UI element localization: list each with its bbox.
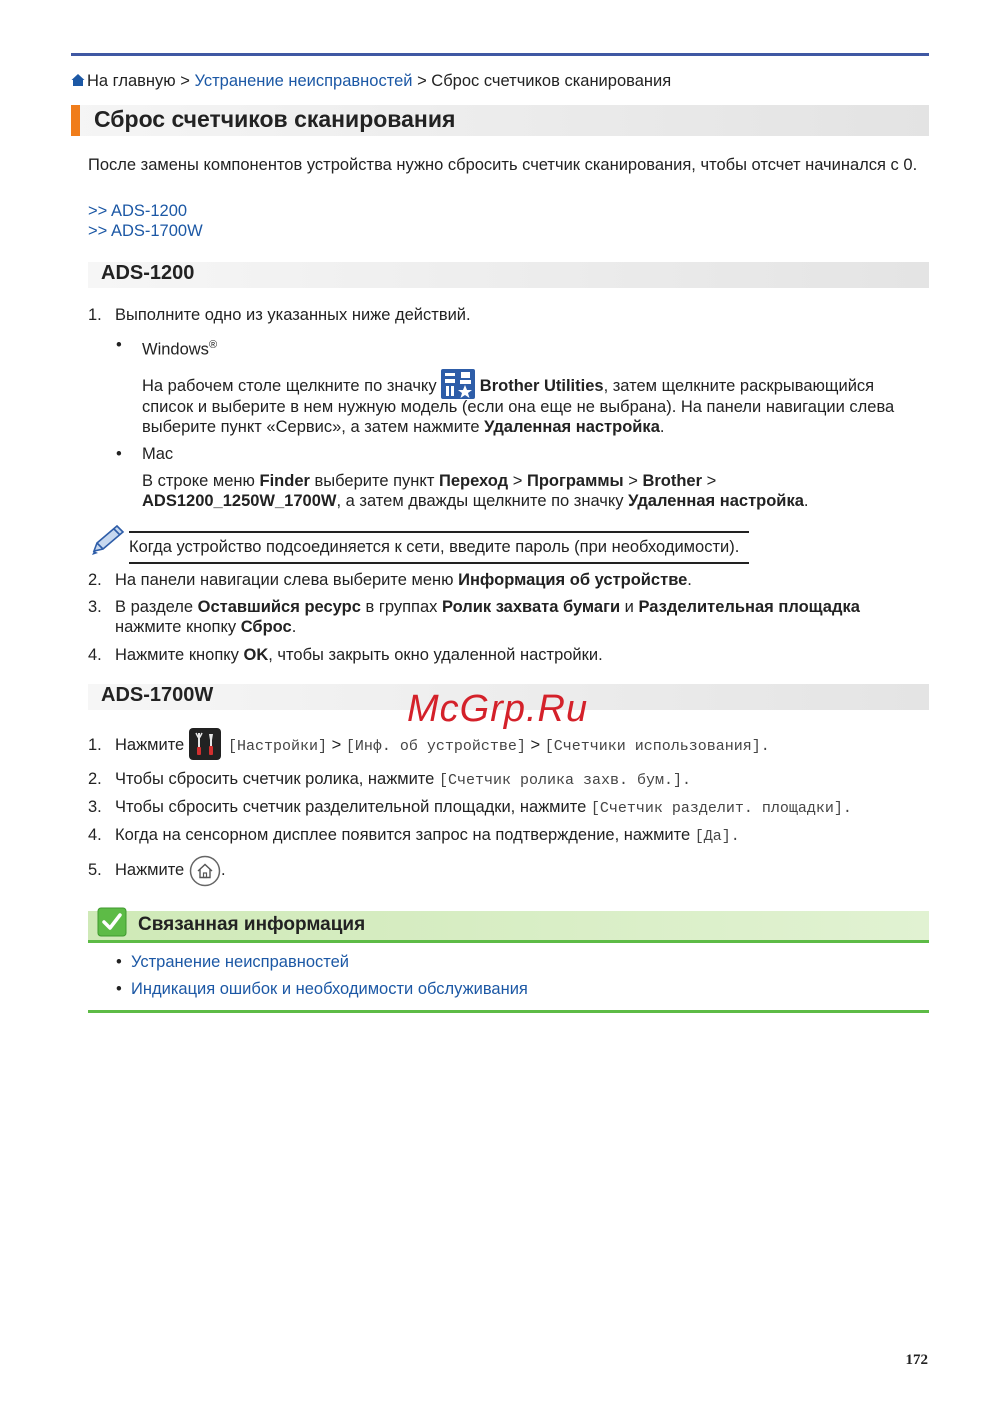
breadcrumb-current: Сброс счетчиков сканирования bbox=[431, 72, 672, 90]
text: , чтобы закрыть окно удаленной настройки. bbox=[268, 646, 603, 664]
related-info-bottom-rule bbox=[88, 1010, 929, 1013]
text: Чтобы сбросить счетчик ролика, нажмите bbox=[115, 770, 439, 788]
step-number: 1. bbox=[88, 736, 102, 754]
section-bar-ads1200 bbox=[88, 262, 929, 288]
bullet: • bbox=[116, 980, 122, 998]
applications-label: Программы bbox=[526, 472, 624, 490]
remote-setup-label: Удаленная настройка bbox=[484, 418, 660, 436]
text: выберите пункт bbox=[309, 472, 439, 490]
intro-text: После замены компонентов устройства нужно сбросить счетчик сканирования, чтобы отсчет начинался с 0. bbox=[88, 156, 918, 174]
ok-label: OK bbox=[243, 646, 269, 664]
menu-machine-info: [Инф. об устройстве] bbox=[345, 738, 526, 755]
finder-label: Finder bbox=[259, 472, 310, 490]
text: , а затем дважды щелкните по значку bbox=[336, 492, 629, 510]
breadcrumb-sep: > bbox=[175, 72, 195, 90]
windows-line-3 bbox=[142, 417, 664, 437]
menu-pad-counter: [Счетчик разделит. площадки]. bbox=[590, 800, 852, 817]
title-accent bbox=[71, 105, 80, 136]
text: . bbox=[803, 492, 809, 510]
mac-line-2 bbox=[142, 491, 808, 511]
windows-label: Windows bbox=[142, 340, 209, 359]
go-label: Переход bbox=[438, 472, 509, 490]
text: На панели навигации слева выберите меню bbox=[115, 571, 459, 589]
reset-label: Сброс bbox=[240, 618, 292, 636]
settings-tools-icon bbox=[189, 728, 221, 760]
model-folder-label: ADS1200_1250W_1700W bbox=[142, 492, 337, 510]
note-rule-top bbox=[129, 531, 749, 533]
brother-label: Brother bbox=[642, 472, 703, 490]
text: , затем щелкните раскрывающийся bbox=[603, 377, 875, 395]
text: . bbox=[291, 618, 297, 636]
brother-utilities-label: Brother Utilities bbox=[479, 377, 604, 395]
remote-setup-label: Удаленная настройка bbox=[628, 492, 804, 510]
remaining-life-label: Оставшийся ресурс bbox=[197, 598, 361, 616]
text: > bbox=[327, 736, 346, 754]
pick-roller-label: Ролик захвата бумаги bbox=[441, 598, 621, 616]
text: > bbox=[508, 472, 527, 490]
note-rule-bottom bbox=[129, 562, 749, 564]
os-mac: Mac bbox=[142, 445, 174, 463]
menu-usage-counters: [Счетчики использования]. bbox=[544, 738, 770, 755]
os-windows bbox=[142, 335, 217, 360]
step-number: 4. bbox=[88, 826, 102, 844]
jump-link-ads1700w[interactable]: >> ADS-1700W bbox=[88, 222, 203, 240]
breadcrumb-link-troubleshooting[interactable]: Устранение неисправностей bbox=[194, 72, 413, 90]
menu-yes: [Да]. bbox=[694, 828, 740, 845]
breadcrumb-home[interactable]: На главную bbox=[87, 72, 176, 90]
step-number: 3. bbox=[88, 598, 102, 616]
text: Когда на сенсорном дисплее появится запрос на подтверждение, нажмите bbox=[115, 826, 695, 844]
step-3-text bbox=[115, 797, 852, 819]
device-info-label: Информация об устройстве bbox=[458, 571, 688, 589]
text: В разделе bbox=[115, 598, 198, 616]
step-5-text: Нажмите bbox=[115, 861, 185, 879]
bullet: • bbox=[116, 445, 122, 463]
breadcrumb-sep: > bbox=[412, 72, 432, 90]
step-2-text bbox=[115, 769, 691, 791]
windows-line-2: список и выберите в нем нужную модель (если она еще не выбрана). На панели навигации слева bbox=[142, 398, 895, 416]
step-3-line-1 bbox=[115, 597, 860, 617]
mac-line-1 bbox=[142, 471, 716, 491]
text: . bbox=[687, 571, 692, 589]
brother-utilities-icon bbox=[441, 369, 475, 399]
top-rule bbox=[71, 53, 929, 56]
related-link-error-messages[interactable]: Индикация ошибок и необходимости обслуживания bbox=[131, 980, 528, 998]
text: Чтобы сбросить счетчик разделительной площадки, нажмите bbox=[115, 798, 591, 816]
home-button-icon bbox=[189, 855, 221, 887]
section-title-ads1200: ADS-1200 bbox=[101, 262, 195, 284]
jump-link-ads1200[interactable]: >> ADS-1200 bbox=[88, 202, 188, 220]
menu-settings: [Настройки] bbox=[228, 738, 328, 755]
step-1-path bbox=[228, 735, 770, 757]
text: в группах bbox=[360, 598, 442, 616]
text: нажмите кнопку bbox=[115, 618, 241, 636]
home-icon[interactable] bbox=[71, 73, 85, 87]
text: Нажмите bbox=[115, 736, 185, 754]
checkmark-icon bbox=[97, 907, 127, 937]
step-number: 3. bbox=[88, 798, 102, 816]
step-2-text bbox=[115, 570, 692, 590]
menu-roller-counter: [Счетчик ролика захв. бум.]. bbox=[438, 772, 691, 789]
text: . bbox=[659, 418, 665, 436]
note-text: Когда устройство подсоединяется к сети, введите пароль (при необходимости). bbox=[129, 538, 740, 556]
breadcrumb bbox=[71, 72, 671, 91]
step-4-text bbox=[115, 825, 740, 847]
step-4-text bbox=[115, 645, 603, 665]
text: > bbox=[702, 472, 717, 490]
step-3-line-2 bbox=[115, 617, 296, 637]
pencil-note-icon bbox=[90, 524, 126, 556]
text: и bbox=[620, 598, 639, 616]
step-number: 2. bbox=[88, 770, 102, 788]
related-info-title: Связанная информация bbox=[138, 914, 366, 935]
step-number: 5. bbox=[88, 861, 102, 879]
step-number: 2. bbox=[88, 571, 102, 589]
text: Нажмите кнопку bbox=[115, 646, 244, 664]
page-number: 172 bbox=[905, 1352, 928, 1368]
separation-pad-label: Разделительная площадка bbox=[638, 598, 860, 616]
step-number: 1. bbox=[88, 306, 102, 324]
bullet: • bbox=[116, 953, 122, 971]
text: выберите пункт «Сервис», а затем нажмите bbox=[142, 418, 485, 436]
windows-line-1 bbox=[142, 369, 874, 399]
registered-mark: ® bbox=[208, 339, 218, 351]
step-5-end: . bbox=[221, 861, 226, 879]
text: В строке меню bbox=[142, 472, 260, 490]
step-number: 4. bbox=[88, 646, 102, 664]
text: > bbox=[525, 736, 545, 754]
bullet: • bbox=[116, 336, 122, 354]
text: > bbox=[623, 472, 643, 490]
related-info-rule bbox=[88, 940, 929, 943]
related-link-troubleshooting[interactable]: Устранение неисправностей bbox=[131, 953, 350, 971]
text: На рабочем столе щелкните по значку bbox=[142, 377, 437, 395]
step-1-text: Выполните одно из указанных ниже действий. bbox=[115, 306, 471, 324]
section-title-ads1700w: ADS-1700W bbox=[101, 684, 214, 706]
step-1-text bbox=[115, 735, 184, 755]
watermark: McGrp.Ru bbox=[407, 688, 589, 730]
page-title: Сброс счетчиков сканирования bbox=[94, 106, 456, 132]
